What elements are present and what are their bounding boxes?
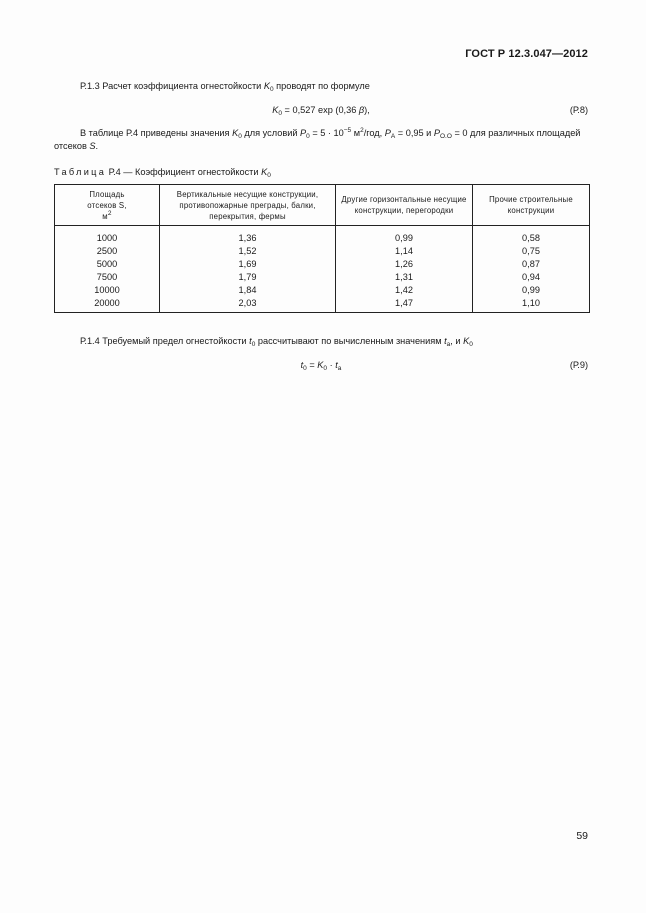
intro-text-f: = 0,95 и	[395, 128, 434, 138]
intro-pa-subscript: А	[390, 133, 396, 140]
table-row	[55, 245, 590, 258]
f8-expr-text: = 0,527 exp (0,36	[282, 105, 359, 115]
cell-area: 5000	[55, 258, 160, 271]
p14-t0-subscript: 0	[251, 341, 256, 348]
cell-vertical: 1,69	[160, 258, 336, 271]
header-area-line-1: Площадь	[89, 189, 125, 199]
cell-horizontal: 1,26	[336, 258, 473, 271]
table-header-row	[55, 185, 590, 226]
p13-k-subscript: 0	[270, 86, 274, 93]
p14-t0-symbol: t	[249, 336, 252, 346]
intro-s-symbol: S	[89, 140, 96, 151]
section-p14-text	[54, 335, 588, 348]
f9-k-subscript: 0	[323, 365, 328, 372]
intro-text-b: для условий	[241, 128, 301, 138]
cell-horizontal: 1,31	[336, 271, 473, 284]
header-vertical: Вертикальные несущие конструкции, противопожарные преграды, балки, перекрытия, фермы	[160, 185, 336, 226]
formula-p8-expression	[54, 103, 588, 117]
cell-vertical: 1,84	[160, 284, 336, 297]
section-p13-text	[54, 80, 588, 93]
coefficient-table	[54, 184, 590, 313]
cell-area: 2500	[55, 245, 160, 258]
p13-k-symbol: K	[263, 81, 270, 91]
formula-p9-number: (Р.9)	[569, 360, 588, 370]
p14-ta-symbol: t	[444, 336, 447, 346]
formula-p9-expression	[54, 358, 588, 372]
intro-text-h: .	[95, 140, 99, 151]
table-row	[55, 297, 590, 313]
p14-ta-subscript: а	[446, 341, 451, 348]
f9-t0-symbol: t	[300, 360, 304, 370]
p14-k-subscript: 0	[469, 341, 473, 348]
table-row	[55, 284, 590, 297]
f8-beta-symbol: β	[358, 105, 365, 115]
p14-text-a: Р.1.4 Требуемый предел огнестойкости	[80, 336, 250, 346]
cell-other: 1,10	[473, 297, 590, 313]
intro-text-a: В таблице Р.4 приведены значения	[80, 128, 233, 138]
cell-other: 0,87	[473, 258, 590, 271]
table-row	[55, 226, 590, 246]
p14-text-b: рассчитывают по вычисленным значениям	[255, 336, 445, 346]
f8-k-subscript: 0	[278, 110, 282, 117]
p14-text-c: , и	[450, 336, 464, 346]
intro-text-e: /год,	[363, 128, 385, 138]
table-row	[55, 271, 590, 284]
p14-k-symbol: K	[463, 336, 470, 346]
cell-horizontal: 1,47	[336, 297, 473, 313]
intro-p0-subscript: 0	[306, 133, 310, 140]
intro-poo-subscript: О.О	[439, 133, 452, 140]
table-intro-paragraph	[54, 127, 588, 152]
formula-p8-number: (Р.8)	[569, 105, 588, 115]
formula-p9	[54, 358, 588, 372]
header-horizontal: Другие горизонтальные несущие конструкции, перегородки	[336, 185, 473, 226]
cell-other: 0,75	[473, 245, 590, 258]
cell-horizontal: 0,99	[336, 226, 473, 246]
caption-text: Р.4 — Коэффициент огнестойкости	[106, 167, 262, 177]
caption-k-subscript: 0	[267, 172, 271, 179]
f9-t0-subscript: 0	[303, 365, 307, 372]
table-caption	[54, 166, 271, 178]
p13-text-b: проводят по формуле	[273, 81, 370, 91]
f9-ta-symbol: t	[335, 360, 338, 370]
intro-pa-symbol: P	[384, 128, 391, 138]
f8-close: ),	[364, 105, 370, 115]
intro-k-symbol: K	[232, 128, 239, 138]
cell-vertical: 1,79	[160, 271, 336, 284]
header-area	[55, 185, 160, 226]
cell-vertical: 2,03	[160, 297, 336, 313]
intro-poo-symbol: P	[433, 128, 440, 138]
cell-vertical: 1,36	[160, 226, 336, 246]
header-area-unit-exponent: 2	[107, 209, 112, 217]
p13-text-a: Р.1.3 Расчет коэффициента огнестойкости	[80, 81, 264, 91]
cell-area: 10000	[55, 284, 160, 297]
intro-text-g: = 0 для различных площадей отсеков	[54, 128, 581, 151]
cell-area: 20000	[55, 297, 160, 313]
header-area-unit: м	[102, 211, 108, 221]
cell-other: 0,99	[473, 284, 590, 297]
caption-label: Таблица	[54, 167, 107, 177]
formula-p8	[54, 103, 588, 117]
f9-k-symbol: K	[317, 360, 324, 370]
intro-text-c: = 5 · 10	[309, 128, 344, 138]
page-number: 59	[576, 830, 588, 842]
cell-area: 1000	[55, 226, 160, 246]
intro-exponent: −5	[343, 127, 352, 134]
f8-k-symbol: K	[272, 105, 279, 115]
cell-horizontal: 1,14	[336, 245, 473, 258]
f9-ta-subscript: а	[337, 365, 342, 372]
header-area-line-2: отсеков S,	[87, 200, 127, 210]
intro-text-d: м	[351, 128, 361, 138]
header-other: Прочие строительные конструкции	[473, 185, 590, 226]
cell-other: 0,94	[473, 271, 590, 284]
table-row	[55, 258, 590, 271]
intro-k-subscript: 0	[238, 133, 242, 140]
caption-k-symbol: K	[261, 167, 268, 177]
intro-exponent-2: 2	[360, 127, 364, 134]
cell-vertical: 1,52	[160, 245, 336, 258]
f9-dot: ·	[327, 360, 336, 370]
cell-other: 0,58	[473, 226, 590, 246]
intro-p0-symbol: P	[300, 128, 307, 138]
document-code: ГОСТ Р 12.3.047—2012	[465, 48, 588, 60]
f9-equals: =	[306, 360, 318, 370]
cell-horizontal: 1,42	[336, 284, 473, 297]
cell-area: 7500	[55, 271, 160, 284]
